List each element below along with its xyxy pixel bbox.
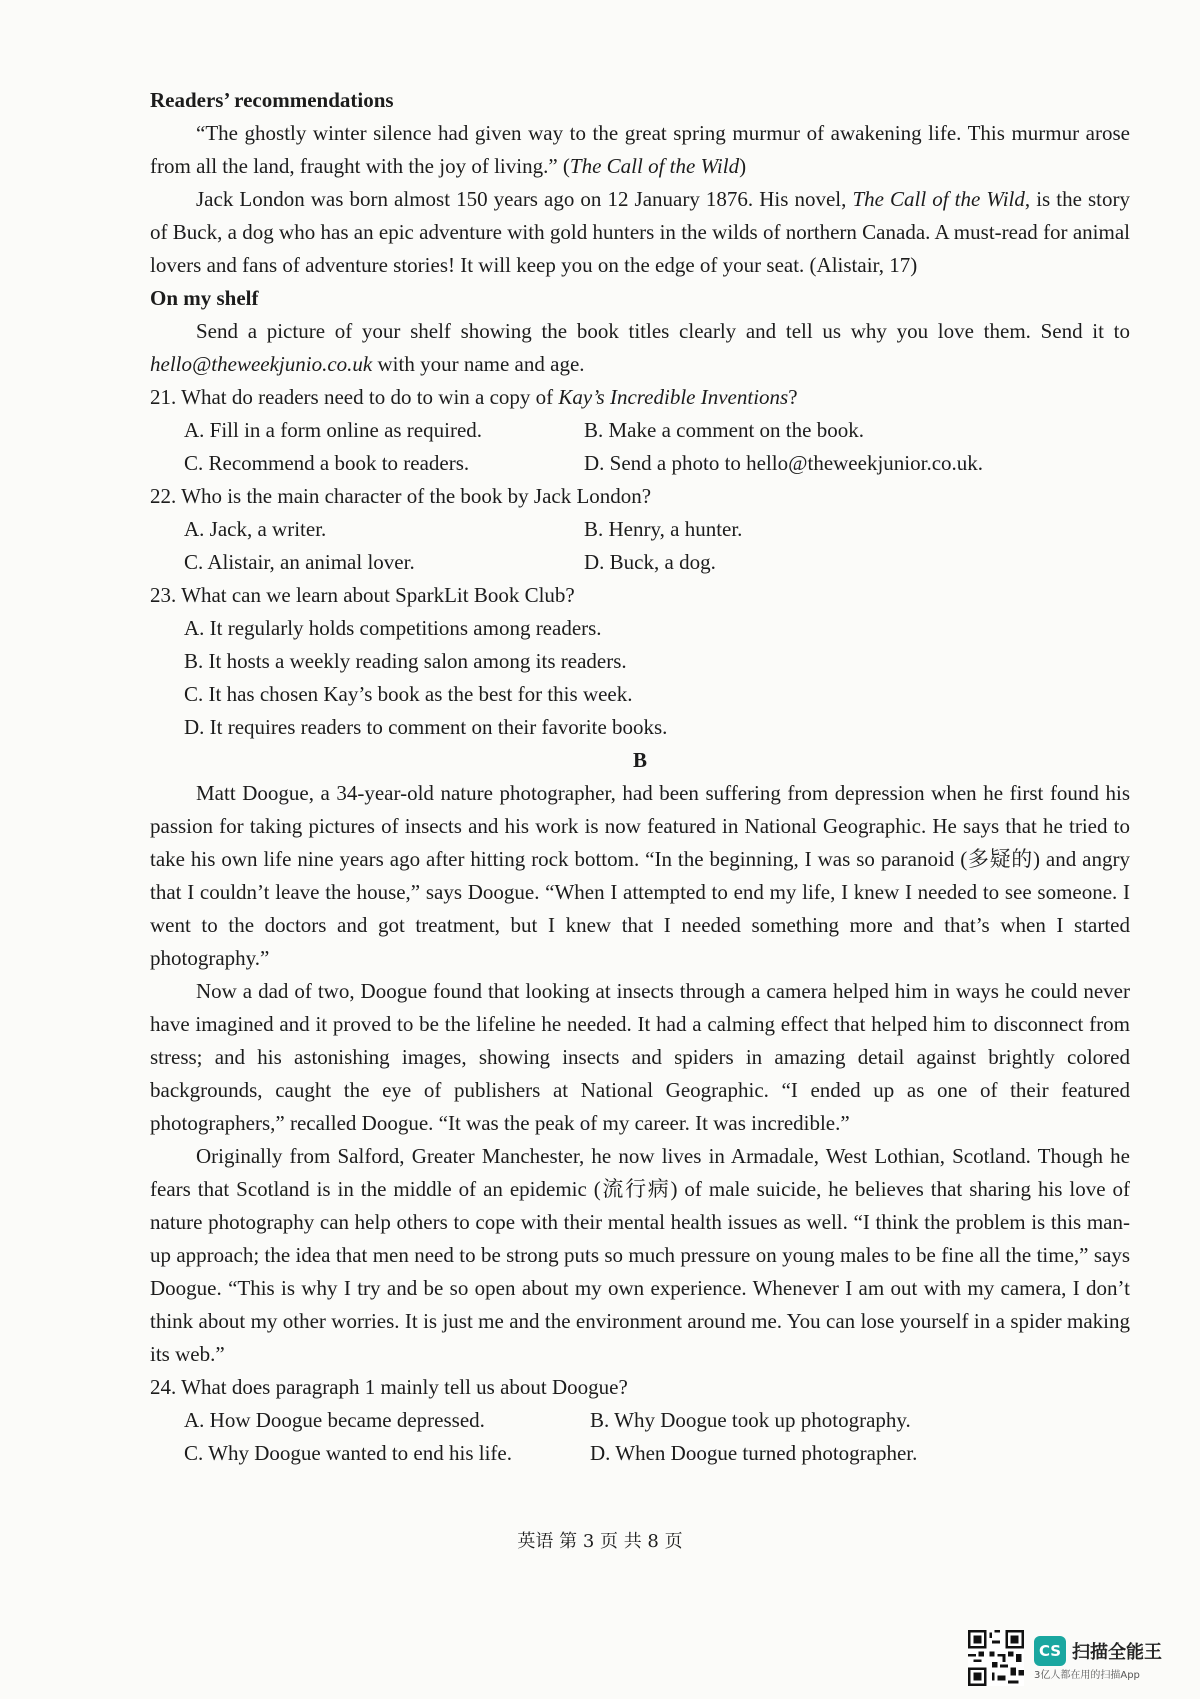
q21-stem-b: ?	[788, 385, 798, 409]
q21-option-c: C. Recommend a book to readers.	[184, 451, 470, 475]
call-of-wild-quote	[150, 117, 1130, 183]
q22-option-a: A. Jack, a writer.	[184, 517, 327, 541]
q21-title: Kay’s Incredible Inventions	[558, 385, 789, 409]
quote-title: The Call of the Wild	[569, 154, 740, 178]
q22-option-b: B. Henry, a hunter.	[584, 517, 743, 541]
q24-option-c: C. Why Doogue wanted to end his life.	[184, 1441, 512, 1465]
quote-close: )	[739, 154, 747, 178]
section-b-label: B	[632, 748, 647, 772]
scanner-subtitle: 3亿人都在用的扫描App	[1034, 1669, 1140, 1681]
page-footer: 英语 第 3 页 共 8 页	[517, 1531, 683, 1552]
passage-b-paragraph-3: Originally from Salford, Greater Manchester, he now lives in Armadale, West Lothian, Scotland. Though he fears that Scotland is in the middle of an epidemic (流行病) of male suicide, he believes that sharing his love of nature photography can help others to cope with their mental health issues as well. “I think the problem is this man-up approach; the idea that men need to be strong puts so much pressure on young males to be fine all the time,” says Doogue. “This is why I try and be so open about my own experience. Whenever I am out with my camera, I don’t think about my other worries. It is just me and the environment around me. You can lose yourself in a spider making its web.”	[150, 1144, 1130, 1366]
shelf-text-a: Send a picture of your shelf showing the book titles clearly and tell us why you love them. Send it to	[196, 319, 1130, 343]
q23-option-b: B. It hosts a weekly reading salon among its readers.	[184, 649, 627, 673]
q21-options	[184, 414, 1130, 480]
readers-heading: Readers’ recommendations	[150, 88, 394, 112]
exam-page	[150, 84, 1130, 1470]
q24-options	[184, 1404, 1130, 1470]
q24-option-d: D. When Doogue turned photographer.	[590, 1441, 918, 1465]
q21-option-a: A. Fill in a form online as required.	[184, 418, 483, 442]
q22-option-c: C. Alistair, an animal lover.	[184, 550, 415, 574]
scanner-name: 扫描全能王	[1072, 1641, 1162, 1663]
shelf-email: hello@theweekjunio.co.uk	[150, 352, 373, 376]
q21-stem-a: 21. What do readers need to do to win a copy of	[150, 385, 559, 409]
q23-option-d: D. It requires readers to comment on their favorite books.	[184, 715, 668, 739]
q21-option-b: B. Make a comment on the book.	[584, 418, 864, 442]
jack-london-text-a: Jack London was born almost 150 years ago on 12 January 1876. His novel,	[196, 187, 853, 211]
qr-code-icon	[968, 1630, 1024, 1686]
scanner-watermark	[968, 1630, 1162, 1686]
shelf-paragraph	[150, 315, 1130, 381]
jack-london-title: The Call of the Wild	[852, 187, 1025, 211]
q21-d-text: D. Send a photo to	[584, 451, 747, 475]
q23-option-c: C. It has chosen Kay’s book as the best for this week.	[184, 682, 633, 706]
question-22: 22. Who is the main character of the book by Jack London?	[150, 484, 652, 508]
scanner-brand	[1034, 1636, 1162, 1681]
q22-option-d: D. Buck, a dog.	[584, 550, 716, 574]
q23-options	[184, 612, 1130, 744]
question-23: 23. What can we learn about SparkLit Book Club?	[150, 583, 575, 607]
question-21	[150, 381, 1130, 414]
q21-d-email: hello@theweekjunior.co.uk	[746, 451, 978, 475]
cs-logo-icon: CS	[1034, 1636, 1066, 1666]
shelf-text-b: with your name and age.	[372, 352, 585, 376]
jack-london-paragraph	[150, 183, 1130, 282]
q24-option-b: B. Why Doogue took up photography.	[590, 1408, 911, 1432]
q21-d-end: .	[977, 451, 984, 475]
q23-option-a: A. It regularly holds competitions among readers.	[184, 616, 602, 640]
shelf-heading: On my shelf	[150, 286, 259, 310]
q21-option-d	[584, 447, 1144, 480]
q24-option-a: A. How Doogue became depressed.	[184, 1408, 485, 1432]
q22-options	[184, 513, 1130, 579]
jack-london-text-b: , is the story of Buck, a dog who has an epic adventure with gold hunters in the wilds of northern Canada. A must-read for animal lovers and fans of adventure stories! It will keep you on the edge of your seat. (Alistair, 17)	[150, 187, 1130, 277]
quote-text: “The ghostly winter silence had given way to the great spring murmur of awakening life. This murmur arose from all the land, fraught with the joy of living.” (	[150, 121, 1130, 178]
question-24: 24. What does paragraph 1 mainly tell us about Doogue?	[150, 1375, 628, 1399]
passage-b-paragraph-1: Matt Doogue, a 34-year-old nature photographer, had been suffering from depression when he first found his passion for taking pictures of insects and his work is now featured in National Geographic. He says that he tried to take his own life nine years ago after hitting rock bottom. “In the beginning, I was so paranoid (多疑的) and angry that I couldn’t leave the house,” says Doogue. “When I attempted to end my life, I knew I needed to see someone. I went to the doctors and got treatment, but I knew that I needed something more and that’s when I started photography.”	[150, 781, 1130, 970]
passage-b-paragraph-2: Now a dad of two, Doogue found that looking at insects through a camera helped him in ways he could never have imagined and it proved to be the lifeline he needed. It had a calming effect that helped him to disconnect from stress; and his astonishing images, showing insects and spiders in amazing detail against brightly colored backgrounds, caught the eye of publishers at National Geographic. “I ended up as one of their featured photographers,” recalled Doogue. “It was the peak of my career. It was incredible.”	[150, 979, 1130, 1135]
